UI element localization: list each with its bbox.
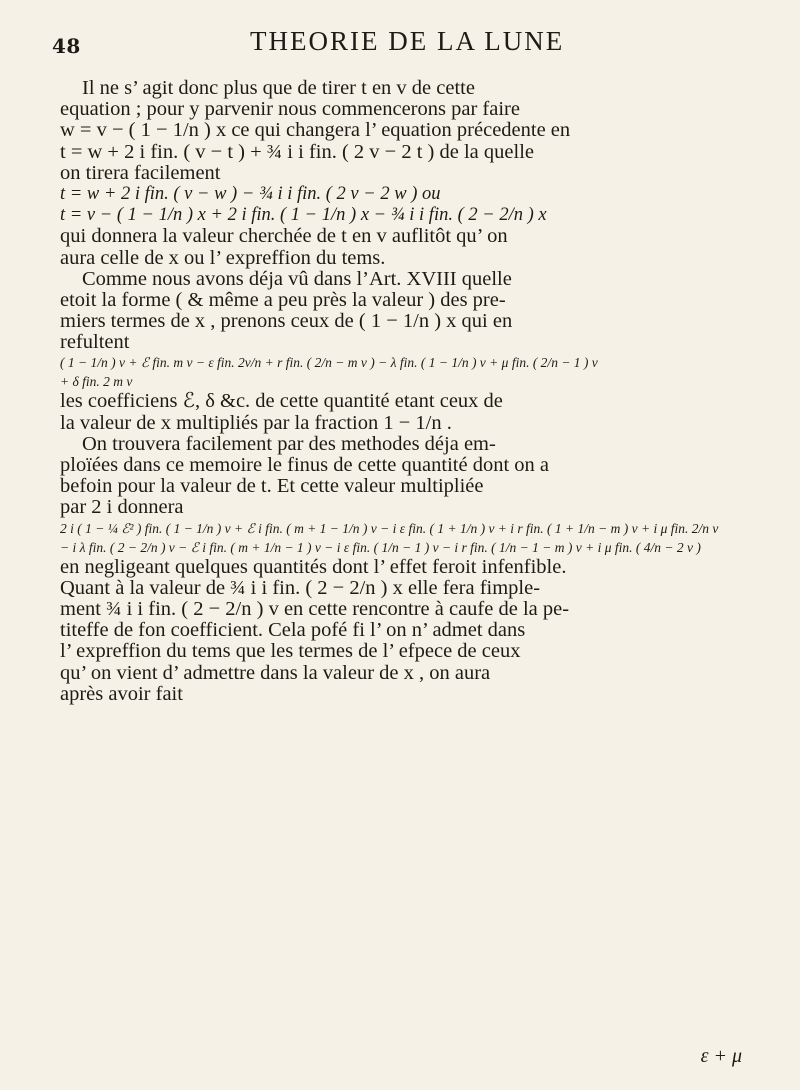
text-line: titeffe de fon coefficient. Cela pofé fi l’ on n’ admet dans [60,620,526,642]
text-line: aura celle de x ou l’ expreffion du tems. [60,247,386,269]
text-line: miers termes de x , prenons ceux de ( 1 − 1/n ) x qui en [60,311,513,333]
text-line: On trouvera facilement par des methodes déja em- [82,433,496,455]
text-line: la valeur de x multipliés par la fraction 1 − 1/n . [60,412,452,434]
text-line: qui donnera la valeur cherchée de t en v auflitôt qu’ on [60,226,508,248]
text-line: w = v − ( 1 − 1/n ) x ce qui changera l’ equation précedente en [60,120,571,142]
text-line: l’ expreffion du tems que les termes de l’ efpece de ceux [60,641,521,663]
page-header [0,22,800,62]
formula-line: t = w + 2 i fin. ( v − w ) − ¾ i i fin. ( 2 v − 2 w ) ou [60,183,441,204]
formula-line: + δ fin. 2 m v [60,374,133,390]
text-line: etoit la forme ( & même a peu près la valeur ) des pre- [60,289,506,311]
page-number: 48 [52,34,81,58]
text-line: ploïées dans ce memoire le finus de cette quantité dont on a [60,455,549,476]
catchword: ε + μ [700,1045,742,1067]
formula-line: 2 i ( 1 − ¼ ℰ² ) fin. ( 1 − 1/n ) v + ℰ i fin. ( m + 1 − 1/n ) v − i ε fin. ( 1 + 1/n ) v + i r fin. ( 1 + 1/n − m ) v + i μ fin. 2/n v [60,520,719,536]
text-line: equation ; pour y parvenir nous commencerons par faire [60,99,520,121]
text-line: ment ¾ i i fin. ( 2 − 2/n ) v en cette rencontre à caufe de la pe- [60,598,570,620]
formula-line: t = v − ( 1 − 1/n ) x + 2 i fin. ( 1 − 1/n ) x − ¾ i i fin. ( 2 − 2/n ) x [60,205,547,226]
text-line: en negligeant quelques quantités dont l’ effet feroit infenfible. [60,556,567,578]
text-line: par 2 i donnera [60,497,184,519]
text-line: les coefficiens ℰ, δ &c. de cette quantité etant ceux de [60,391,503,413]
text-line: befoin pour la valeur de t. Et cette valeur multipliée [60,476,484,498]
text-line: Quant à la valeur de ¾ i i fin. ( 2 − 2/n ) x elle fera fimple- [60,577,541,599]
formula-line: ( 1 − 1/n ) v + ℰ fin. m v − ε fin. 2v/n + r fin. ( 2/n − m v ) − λ fin. ( 1 − 1/n ) v + μ fin. ( 2/n − 1 ) v [60,355,598,371]
text-line: on tirera facilement [60,162,221,184]
formula-line: − i λ fin. ( 2 − 2/n ) v − ℰ i fin. ( m + 1/n − 1 ) v − i ε fin. ( 1/n − 1 ) v − i r fin. ( 1/n − 1 − m ) v + i μ fin. ( 4/n − 2 v ) [60,539,701,555]
text-line: qu’ on vient d’ admettre dans la valeur de x , on aura [60,662,491,684]
text-line: refultent [60,332,130,354]
text-line: Il ne s’ agit donc plus que de tirer t en v de cette [82,78,475,99]
text-line: Comme nous avons déja vû dans l’Art. XVIII quelle [82,268,512,290]
running-title: THEORIE DE LA LUNE [250,26,565,56]
body-text [60,78,760,705]
text-line: t = w + 2 i fin. ( v − t ) + ¾ i i fin. ( 2 v − 2 t ) de la quelle [60,141,534,163]
text-line: après avoir fait [60,683,183,705]
